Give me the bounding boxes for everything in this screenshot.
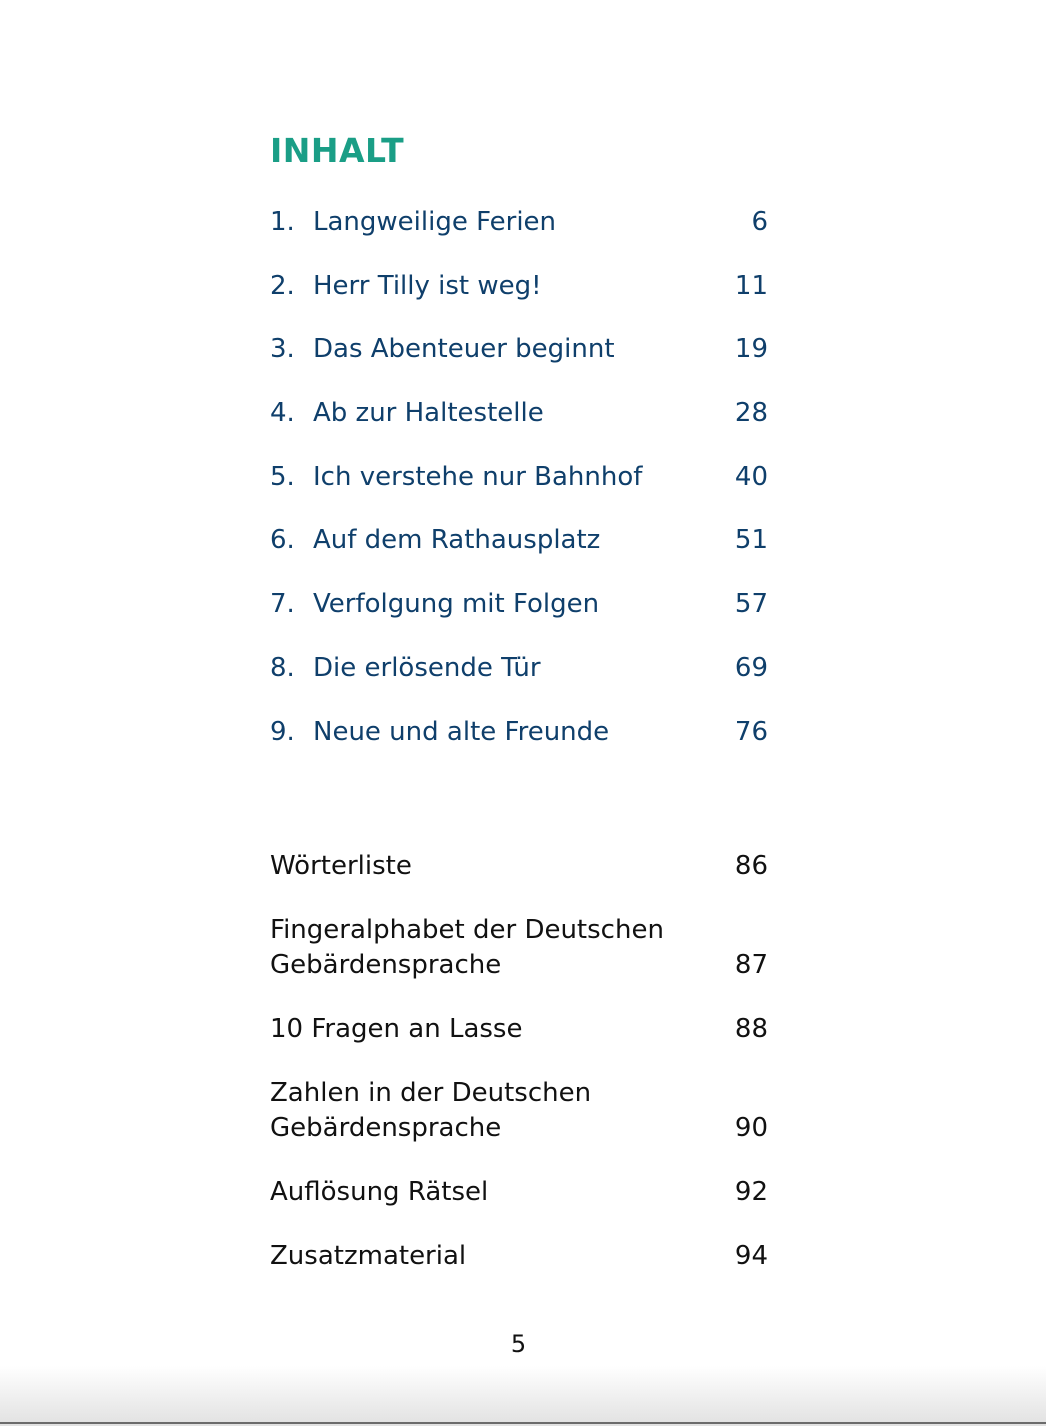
chapter-number: 1. — [270, 207, 295, 237]
toc-entry-chapter-1[interactable] — [270, 200, 770, 264]
chapter-list — [270, 200, 770, 773]
toc-entry-chapter-3[interactable] — [270, 327, 770, 391]
chapter-title: Herr Tilly ist weg! — [313, 270, 542, 301]
chapter-page-number: 57 — [734, 589, 768, 620]
page-number: 5 — [510, 1330, 527, 1358]
appendix-page-number: 86 — [734, 851, 768, 881]
toc-entry-fragen-an-lasse[interactable] — [270, 1012, 770, 1047]
chapter-number: 5. — [270, 461, 295, 492]
spacer — [270, 1210, 770, 1239]
toc-entry-zahlen[interactable] — [270, 1076, 770, 1146]
chapter-page-number: 11 — [734, 270, 768, 301]
toc-entry-woerterliste[interactable] — [270, 849, 770, 884]
toc-entry-chapter-9[interactable] — [270, 710, 770, 774]
toc-entry-fingeralphabet[interactable] — [270, 913, 770, 983]
toc-entry-chapter-2[interactable] — [270, 264, 770, 328]
spacer — [270, 1146, 770, 1175]
chapter-page-number: 51 — [734, 525, 768, 556]
chapter-title: Die erlösende Tür — [313, 652, 541, 683]
appendix-title: Wörterliste — [270, 851, 412, 881]
toc-entry-zusatzmaterial[interactable] — [270, 1239, 770, 1274]
page-bottom-border — [0, 1422, 1046, 1424]
appendix-title: 10 Fragen an Lasse — [270, 1014, 523, 1044]
toc-entry-aufloesung-raetsel[interactable] — [270, 1175, 770, 1210]
toc-heading: INHALT — [270, 131, 405, 170]
chapter-page-number: 28 — [734, 398, 768, 429]
spacer — [270, 983, 770, 1012]
appendix-page-number: 92 — [734, 1177, 768, 1207]
appendix-title-line-2: Gebärdensprache — [270, 1113, 502, 1143]
appendix-page-number: 94 — [734, 1241, 768, 1271]
chapter-title: Ich verstehe nur Bahnhof — [313, 461, 643, 492]
spacer — [270, 1047, 770, 1076]
toc-entry-chapter-5[interactable] — [270, 455, 770, 519]
appendix-page-number: 90 — [734, 1113, 768, 1143]
chapter-title: Neue und alte Freunde — [313, 716, 610, 747]
chapter-page-number: 6 — [751, 207, 768, 237]
appendix-title: Zusatzmaterial — [270, 1241, 467, 1271]
chapter-title: Verfolgung mit Folgen — [313, 589, 600, 620]
chapter-number: 2. — [270, 270, 295, 301]
chapter-number: 4. — [270, 398, 295, 429]
toc-entry-chapter-8[interactable] — [270, 646, 770, 710]
chapter-number: 6. — [270, 525, 295, 556]
chapter-number: 7. — [270, 589, 295, 620]
appendix-page-number: 87 — [734, 950, 768, 980]
spacer — [270, 884, 770, 913]
appendix-title-line-2: Gebärdensprache — [270, 950, 502, 980]
appendix-page-number: 88 — [734, 1014, 768, 1044]
chapter-page-number: 19 — [734, 334, 768, 365]
appendix-title-line-1: Fingeralphabet der Deutschen — [270, 915, 664, 945]
chapter-title: Ab zur Haltestelle — [313, 398, 544, 429]
toc-entry-chapter-4[interactable] — [270, 391, 770, 455]
chapter-number: 9. — [270, 716, 295, 747]
appendix-title: Auflösung Rätsel — [270, 1177, 489, 1207]
toc-entry-chapter-7[interactable] — [270, 582, 770, 646]
toc-entry-chapter-6[interactable] — [270, 518, 770, 582]
chapter-title: Auf dem Rathausplatz — [313, 525, 601, 556]
chapter-title: Langweilige Ferien — [313, 207, 557, 237]
chapter-number: 8. — [270, 652, 295, 683]
chapter-page-number: 69 — [734, 652, 768, 683]
chapter-page-number: 76 — [734, 716, 768, 747]
chapter-page-number: 40 — [734, 461, 768, 492]
appendix-title-line-1: Zahlen in der Deutschen — [270, 1078, 592, 1108]
chapter-number: 3. — [270, 334, 295, 365]
chapter-title: Das Abenteuer beginnt — [313, 334, 615, 365]
page-bottom-shadow — [0, 1366, 1046, 1426]
appendix-list — [270, 849, 770, 1274]
